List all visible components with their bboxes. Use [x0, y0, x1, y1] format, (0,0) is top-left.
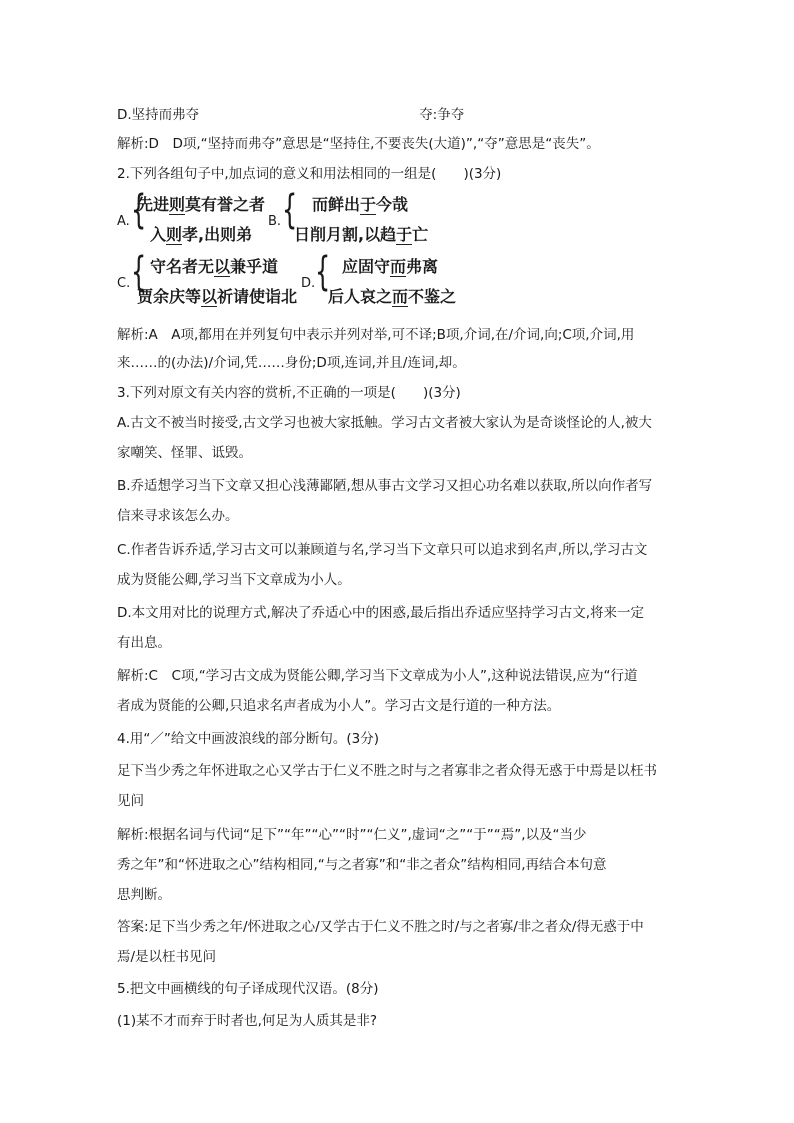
key-word: 于	[396, 225, 413, 244]
q5-stem: 5.把文中画横线的句子译成现代汉语。(8分)	[117, 981, 379, 997]
q1-analysis: 解析:D D项,“坚持而弗夺”意思是“坚持住,不要丧失(大道)”,“夺”意思是“丧失”。	[117, 136, 600, 152]
q2-stem: 2.下列各组句子中,加点词的意义和用法相同的一组是( )(3分)	[117, 166, 502, 182]
option-d-label: D.	[301, 276, 316, 291]
q3-stem: 3.下列对原文有关内容的赏析,不正确的一项是( )(3分)	[117, 385, 461, 401]
brace-b: {	[282, 187, 298, 233]
option-d-line1: 应固守而弗离	[342, 257, 439, 276]
option-c-line2: 贾余庆等以祈请使诣北	[137, 287, 298, 306]
option-b-line1: 而鲜出于今哉	[312, 195, 409, 214]
option-b-label: B.	[268, 214, 282, 229]
key-word: 则	[166, 225, 183, 244]
q3-option-d-line2: 有出息。	[117, 635, 171, 651]
q2-analysis-line2: 来……的(办法)/介词,凭……身份;D项,连词,并且/连词,却。	[117, 355, 466, 371]
option-d-text: D.坚持而弗夺	[117, 107, 200, 123]
q4-analysis-line1: 解析:根据名词与代词“足下”“年”“心”“时”“仁义”,虚词“之”“于”“焉”,以及“当少	[117, 827, 587, 843]
key-word: 而	[390, 257, 407, 276]
q4-analysis-line2: 秀之年”和“怀进取之心”结构相同,“与之者寡”和“非之者众”结构相同,再结合本句意	[117, 857, 607, 873]
key-word: 而	[392, 287, 409, 306]
option-c-line1: 守名者无以兼乎道	[150, 257, 279, 276]
q3-option-a-line1: A.古文不被当时接受,古文学习也被大家抵触。学习古文者被大家认为是奇谈怪论的人,被大	[117, 415, 652, 431]
q3-option-b-line1: B.乔适想学习当下文章又担心浅薄鄙陋,想从事古文学习又担心功名难以获取,所以向作者写	[117, 478, 653, 494]
key-word: 以	[214, 257, 231, 276]
q3-option-c-line2: 成为贤能公卿,学习当下文章成为小人。	[117, 572, 351, 588]
q4-answer-line2: 焉/是以枉书见问	[117, 949, 217, 965]
brace-c: {	[131, 249, 147, 295]
option-c-label: C.	[117, 276, 131, 291]
option-b-line2: 日削月割,以趋于亡	[294, 225, 429, 244]
option-a-label: A.	[117, 214, 130, 229]
q3-option-a-line2: 家嘲笑、怪罪、诋毁。	[117, 445, 252, 461]
brace-d: {	[315, 249, 331, 295]
q4-analysis-line3: 思判断。	[117, 887, 171, 903]
key-word: 则	[169, 195, 186, 214]
q3-analysis-line1: 解析:C C项,“学习古文成为贤能公卿,学习当下文章成为小人”,这种说法错误,应为“行道	[117, 668, 638, 684]
q4-stem: 4.用“／”给文中画波浪线的部分断句。(3分)	[117, 731, 379, 747]
key-word: 以	[201, 287, 218, 306]
q5-sub1: (1)某不才而弃于时者也,何足为人质其是非?	[117, 1013, 378, 1029]
option-d-gloss: 夺:争夺	[419, 107, 465, 123]
option-a-line2: 入则孝,出则弟	[150, 225, 253, 244]
option-a-line1: 先进则莫有誉之者	[137, 195, 266, 214]
q3-option-b-line2: 信来寻求该怎么办。	[117, 508, 239, 524]
q2-analysis-line1: 解析:A A项,都用在并列复句中表示并列对举,可不译;B项,介词,在/介词,向;C项,介词,用	[117, 327, 635, 343]
q3-analysis-line2: 者成为贤能的公卿,只追求名声者成为小人”。学习古文是行道的一种方法。	[117, 698, 561, 714]
q3-option-c-line1: C.作者告诉乔适,学习古文可以兼顾道与名,学习当下文章只可以追求到名声,所以,学习古文	[117, 542, 648, 558]
q4-text-line1: 足下当少秀之年怀进取之心又学古于仁义不胜之时与之者寡非之者众得无惑于中焉是以枉书	[117, 763, 657, 779]
q4-text-line2: 见问	[117, 793, 144, 809]
q4-answer-line1: 答案:足下当少秀之年/怀进取之心/又学古于仁义不胜之时/与之者寡/非之者众/得无惑于中	[117, 919, 644, 935]
brace-a: {	[131, 187, 147, 233]
option-d-line	[117, 106, 464, 124]
option-d-line2: 后人哀之而不鉴之	[328, 287, 457, 306]
key-word: 于	[360, 195, 377, 214]
q3-option-d-line1: D.本文用对比的说理方式,解决了乔适心中的困惑,最后指出乔适应坚持学习古文,将来一定	[117, 605, 645, 621]
